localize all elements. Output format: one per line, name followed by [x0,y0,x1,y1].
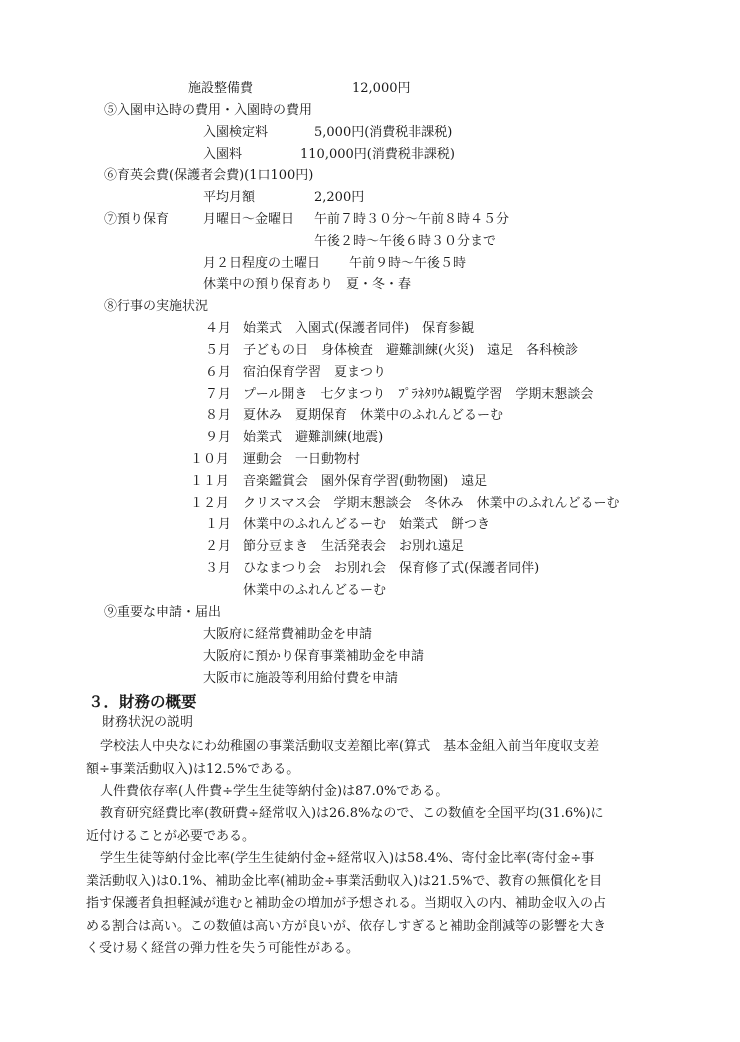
paragraph-line: く受け易く経営の弾力性を失う可能性がある。 [86,941,360,956]
paragraph-line: 近付けることが必要である。 [86,828,256,844]
entrance-item-label: 入園料 [203,147,243,162]
event-text: 宿泊保育学習 夏まつり [243,365,387,380]
finance-heading: ３．財務の概要 [88,692,197,711]
application-item: 大阪府に預かり保育事業補助金を申請 [203,649,425,664]
azukari-time3: 午前９時～午後５時 [349,256,467,271]
azukari-days2: 月２日程度の土曜日 [203,256,321,271]
ikuei-value: 2,200円 [314,190,365,205]
entrance-item-label: 入園検定料 [203,125,269,140]
event-extra: 休業中のふれんどるーむ [243,583,387,598]
paragraph-line: 教育研究経費比率(教研費÷経常収入)は26.8%なので、この数値を全国平均(31.6%)に [100,806,604,821]
event-month: ６月 [205,365,232,380]
event-month: ４月 [205,321,232,336]
event-month: ５月 [205,343,232,358]
event-text: クリスマス会 学期末懇談会 冬休み 休業中のふれんどるーむ [243,496,620,511]
facility-value: 12,000円 [352,81,411,96]
paragraph-line: 学校法人中央なにわ幼稚園の事業活動収支差額比率(算式 基本金組入前当年度収支差 [100,739,600,754]
event-month: ２月 [205,539,232,554]
finance-subheading: 財務状況の説明 [102,715,194,730]
event-text: ひなまつり会 お別れ会 保育修了式(保護者同伴) [243,561,540,576]
facility-label: 施設整備費 [188,81,254,96]
event-month: １１月 [190,474,230,489]
finance-paragraph-1 [86,736,656,781]
event-text: 休業中のふれんどるーむ 始業式 餅つき [243,517,491,532]
event-text: 運動会 一日動物村 [243,452,361,467]
azukari-holiday: 休業中の預り保育あり 夏・冬・春 [203,277,412,292]
event-text: プール開き 七夕まつり ﾌﾟﾗﾈﾀﾘｳﾑ観覧学習 学期末懇談会 [243,387,594,402]
event-text: 始業式 避難訓練(地震) [243,430,384,445]
entrance-item-value: 5,000円(消費税非課税) [314,125,453,140]
event-text: 夏休み 夏期保育 休業中のふれんどるーむ [243,408,504,423]
entrance-item-value: 110,000円(消費税非課税) [300,147,455,162]
paragraph-line: 学生生徒等納付金比率(学生生徒納付金÷経常収入)は58.4%、寄付金比率(寄付金÷事 [100,851,595,866]
finance-paragraph-3 [86,803,656,848]
event-month: ９月 [205,430,232,445]
event-month: ７月 [205,387,232,402]
ikuei-label: 平均月額 [203,190,256,205]
event-month: １月 [205,517,232,532]
azukari-time2: 午後２時～午後６時３０分まで [314,234,497,249]
ikuei-heading: ⑥育英会費(保護者会費)(1口100円) [104,168,314,183]
paragraph-line: 人件費依存率(人件費÷学生生徒等納付金)は87.0%である。 [100,784,449,799]
finance-paragraph-4 [86,848,656,961]
finance-paragraph-2 [86,781,656,804]
event-text: 子どもの日 身体検査 避難訓練(火災) 遠足 各科検診 [243,343,579,358]
azukari-time1: 午前７時３０分～午前８時４５分 [314,212,510,227]
event-month: １０月 [190,452,230,467]
event-text: 音楽鑑賞会 園外保育学習(動物園) 遠足 [243,474,488,489]
event-text: 節分豆まき 生活発表会 お別れ遠足 [243,539,465,554]
event-text: 始業式 入園式(保護者同伴) 保育参観 [243,321,475,336]
paragraph-line: 指す保護者負担軽減が進むと補助金の増加が予想される。当期収入の内、補助金収入の占 [86,896,607,911]
paragraph-line: 額÷事業活動収入)は12.5%である。 [86,761,300,777]
paragraph-line: 業活動収入)は0.1%、補助金比率(補助金÷事業活動収入)は21.5%で、教育の無償化を目 [86,873,603,889]
entrance-heading: ⑤入園申込時の費用・入園時の費用 [104,103,313,118]
azukari-days1: 月曜日～金曜日 [203,212,295,227]
application-item: 大阪府に経常費補助金を申請 [203,627,373,642]
event-month: ８月 [205,408,232,423]
paragraph-line: める割合は高い。この数値は高い方が良いが、依存しすぎると補助金削減等の影響を大き [86,918,607,934]
azukari-heading: ⑦預り保育 [104,212,170,227]
event-month: ３月 [205,561,232,576]
applications-heading: ⑨重要な申請・届出 [104,605,222,620]
event-month: １２月 [190,496,230,511]
application-item: 大阪市に施設等利用給付費を申請 [203,671,399,686]
events-heading: ⑧行事の実施状況 [104,299,209,314]
